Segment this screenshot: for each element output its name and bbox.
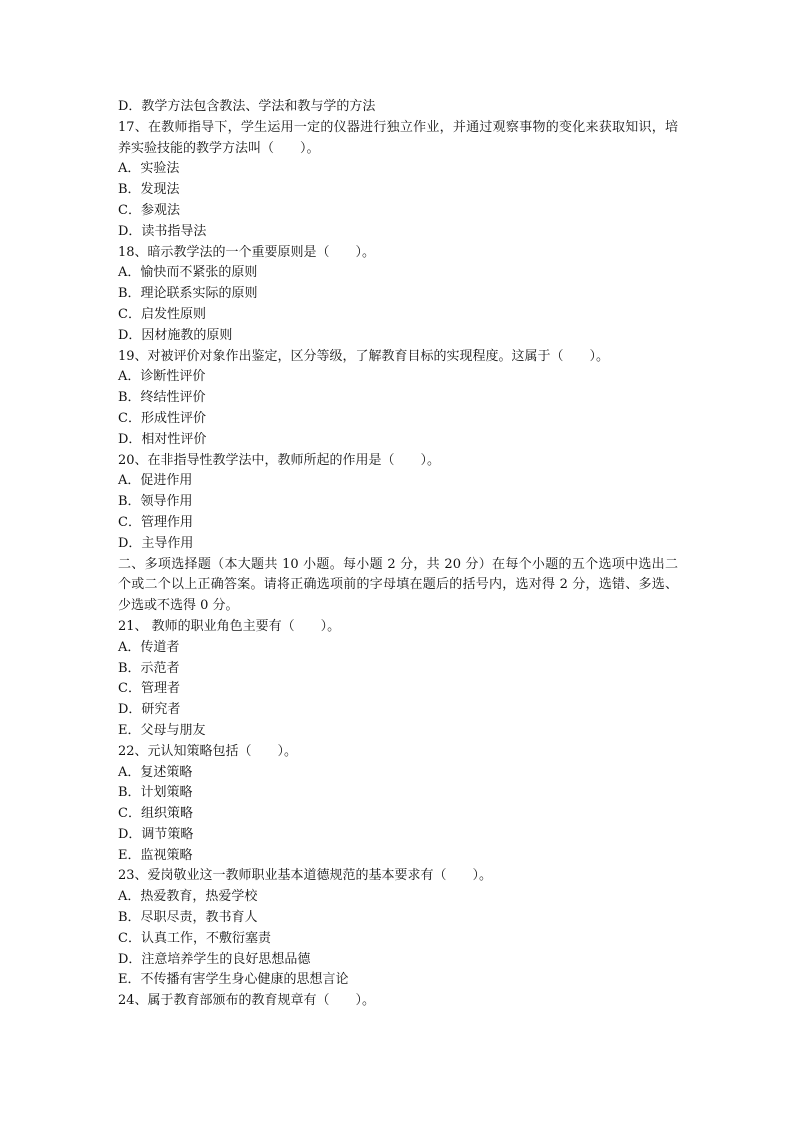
q21-option-c: C．管理者 — [118, 681, 180, 697]
q18-option-b: B．理论联系实际的原则 — [118, 286, 258, 302]
q17-option-b: B．发现法 — [118, 182, 180, 198]
document-body — [118, 97, 678, 1012]
q16-option-d: D．教学方法包含教法、学法和教与学的方法 — [118, 99, 376, 114]
q21-option-a: A．传道者 — [118, 639, 180, 655]
q21-option-e: E．父母与朋友 — [118, 722, 206, 738]
q20-option-b: B．领导作用 — [118, 494, 193, 510]
q18-option-a: A．愉快而不紧张的原则 — [118, 265, 258, 281]
q23-option-c: C．认真工作，不敷衍塞责 — [118, 930, 271, 946]
q18-stem: 18、暗示教学法的一个重要原则是（ ）。 — [118, 244, 376, 260]
q23-option-d: D．注意培养学生的良好思想品德 — [118, 951, 311, 967]
q19-stem: 19、对被评价对象作出鉴定，区分等级，了解教育目标的实现程度。这属于（ ）。 — [118, 348, 610, 364]
q23-option-e: E．不传播有害学生身心健康的思想言论 — [118, 972, 349, 988]
q21-option-b: B．示范者 — [118, 660, 180, 676]
q24-stem: 24、属于教育部颁布的教育规章有（ ）。 — [118, 993, 376, 1009]
q22-option-b: B．计划策略 — [118, 785, 193, 801]
q19-option-c: C．形成性评价 — [118, 410, 206, 426]
q20-option-c: C．管理作用 — [118, 514, 193, 530]
q22-stem: 22、元认知策略包括（ ）。 — [118, 743, 298, 759]
q20-option-a: A．促进作用 — [118, 473, 193, 489]
q19-option-a: A．诊断性评价 — [118, 369, 206, 385]
q23-option-a: A．热爱教育，热爱学校 — [118, 889, 258, 905]
q22-option-d: D．调节策略 — [118, 826, 194, 842]
q19-option-d: D．相对性评价 — [118, 431, 207, 447]
q22-option-e: E．监视策略 — [118, 847, 193, 863]
q17-option-a: A．实验法 — [118, 161, 180, 177]
q20-option-d: D．主导作用 — [118, 535, 194, 551]
q17-option-c: C．参观法 — [118, 202, 180, 218]
q23-stem: 23、爱岗敬业这一教师职业基本道德规范的基本要求有（ ）。 — [118, 868, 493, 884]
q19-option-b: B．终结性评价 — [118, 390, 206, 406]
q22-option-c: C．组织策略 — [118, 806, 193, 822]
q18-option-d: D．因材施教的原则 — [118, 327, 233, 343]
q17-stem: 17、在教师指导下，学生运用一定的仪器进行独立作业，并通过观察事物的变化来获取知识，培养实验技能的教学方法叫（ ）。 — [118, 119, 678, 156]
section-2-heading: 二、多项选择题（本大题共 10 小题。每小题 2 分，共 20 分）在每个小题的五个选项中选出二个或二个以上正确答案。请将正确选项前的字母填在题后的括号内，选对得 2 分，选错、多选、少选或不选得 0 分。 — [118, 556, 678, 614]
q18-option-c: C．启发性原则 — [118, 306, 206, 322]
q20-stem: 20、在非指导性教学法中，教师所起的作用是（ ）。 — [118, 452, 441, 468]
q21-stem: 21、 教师的职业角色主要有（ ）。 — [118, 618, 341, 634]
q17-option-d: D．读书指导法 — [118, 223, 207, 239]
q21-option-d: D．研究者 — [118, 702, 181, 718]
q22-option-a: A．复述策略 — [118, 764, 193, 780]
q23-option-b: B．尽职尽责，教书育人 — [118, 910, 258, 926]
